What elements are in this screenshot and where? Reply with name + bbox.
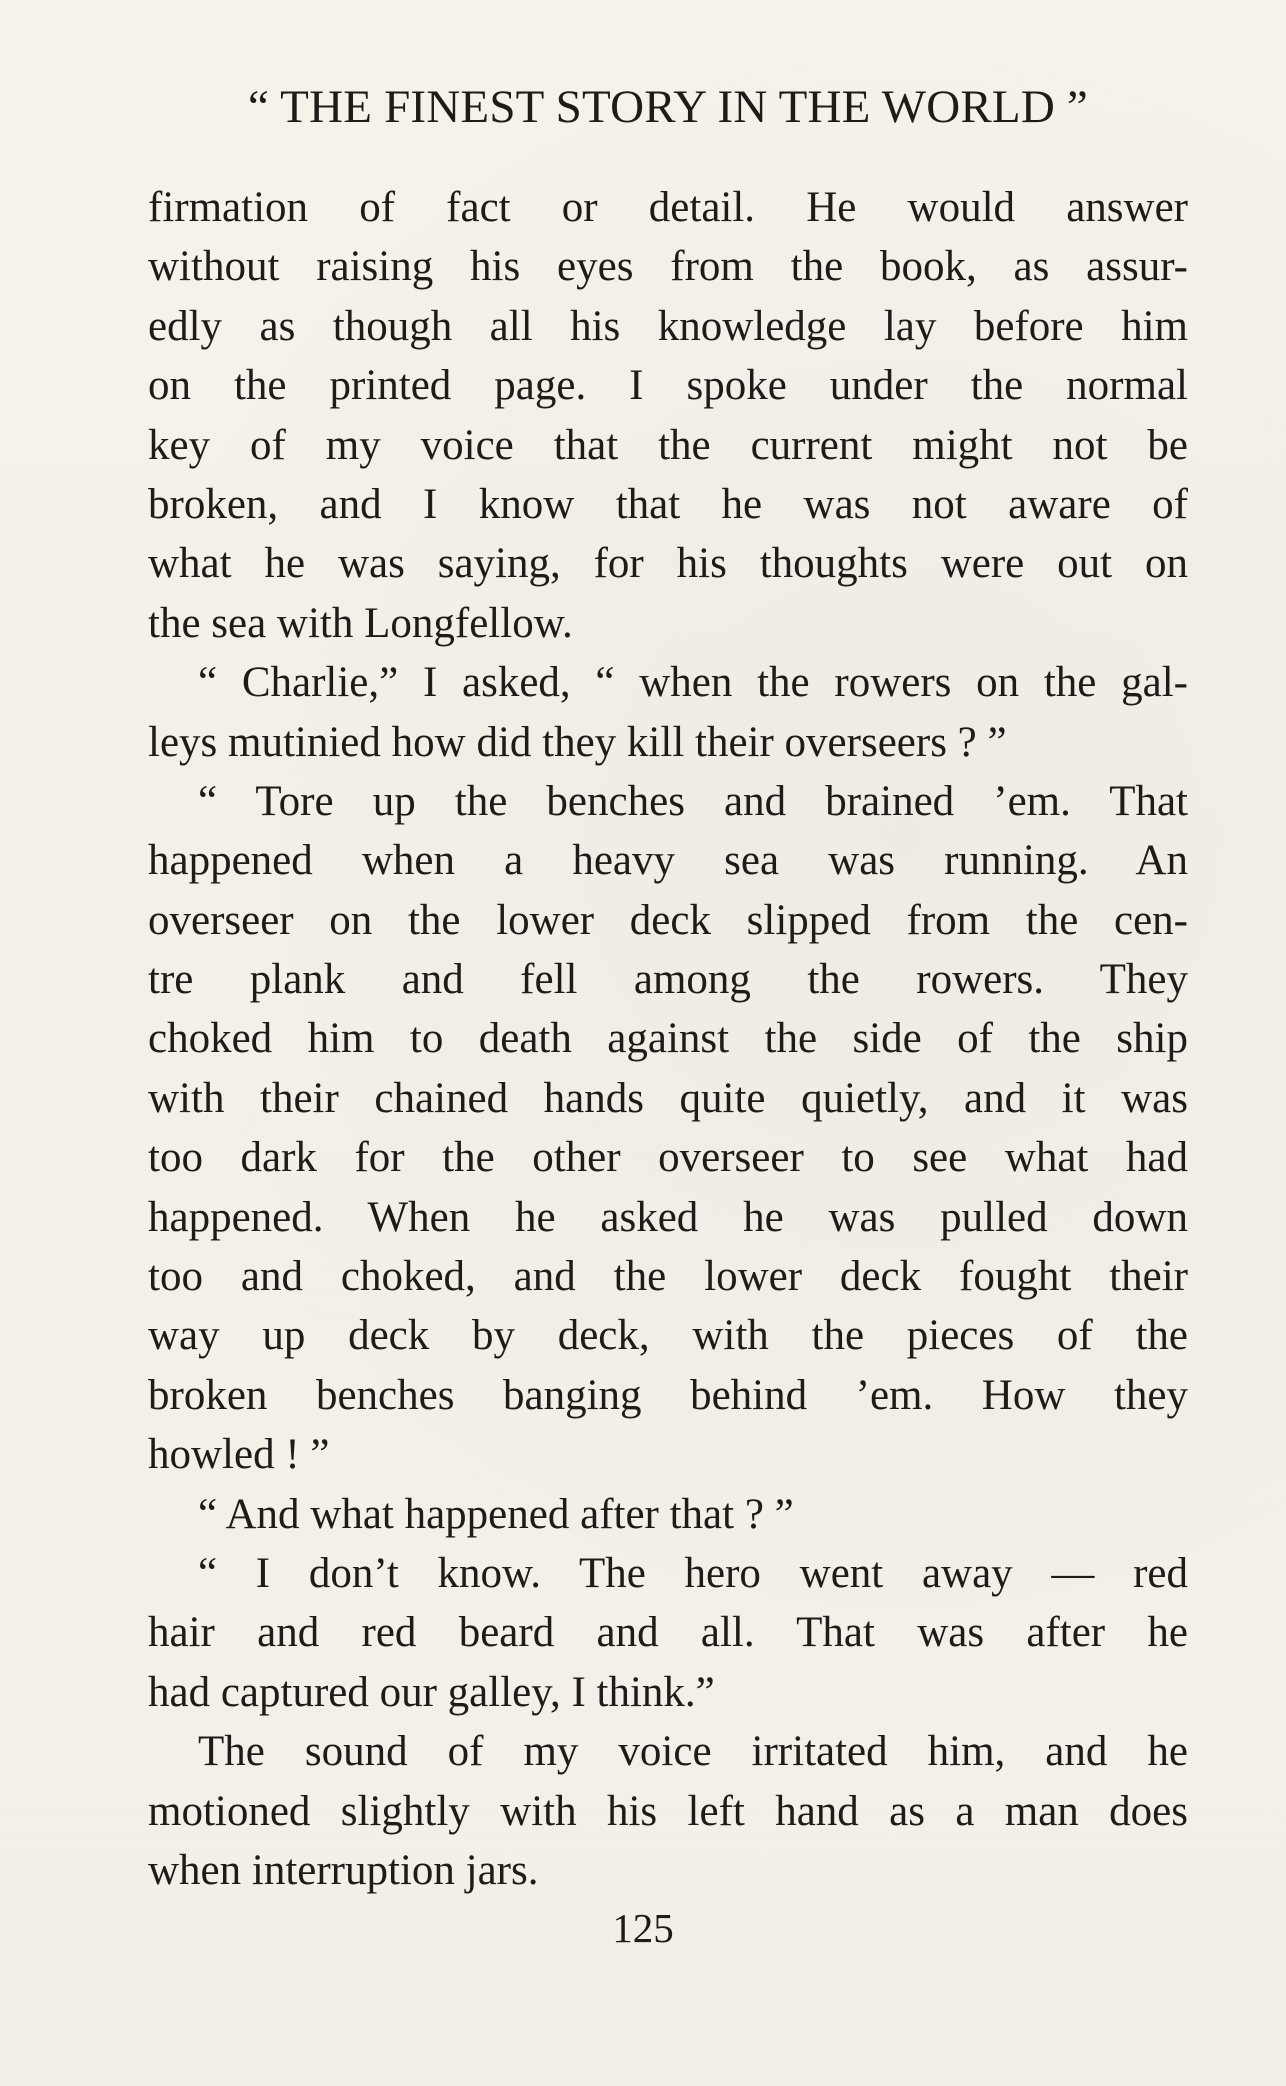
text-line: howled ! ” xyxy=(148,1431,330,1479)
text-line: had captured our galley, I think.” xyxy=(148,1668,715,1716)
running-title: “ THE FINEST STORY IN THE WORLD ” xyxy=(248,81,1088,133)
text-line: “ Tore up the benches and brained ’em. That xyxy=(198,777,1188,825)
text-line: “ And what happened after that ? ” xyxy=(198,1490,794,1538)
text-line: choked him to death against the side of the ship xyxy=(148,1015,1188,1063)
page-number: 125 xyxy=(612,1905,674,1951)
text-line: the sea with Longfellow. xyxy=(148,599,573,647)
text-line: key of my voice that the current might not be xyxy=(148,421,1188,469)
text-line: The sound of my voice irritated him, and he xyxy=(198,1728,1188,1776)
text-line: happened when a heavy sea was running. An xyxy=(148,837,1188,885)
text-line: what he was saying, for his thoughts were out on xyxy=(148,540,1188,588)
text-line: happened. When he asked he was pulled down xyxy=(148,1193,1188,1241)
text-line: leys mutinied how did they kill their overseers ? ” xyxy=(148,718,1007,766)
text-line: tre plank and fell among the rowers. They xyxy=(148,956,1188,1004)
text-line: motioned slightly with his left hand as a man does xyxy=(148,1787,1188,1835)
text-line: firmation of fact or detail. He would answer xyxy=(148,184,1188,231)
text-line: broken, and I know that he was not aware of xyxy=(148,480,1188,528)
text-line: on the printed page. I spoke under the normal xyxy=(148,362,1188,410)
text-line: edly as though all his knowledge lay before him xyxy=(148,302,1188,350)
text-line: broken benches banging behind ’em. How they xyxy=(148,1371,1188,1419)
text-line: when interruption jars. xyxy=(148,1846,539,1894)
text-line: “ Charlie,” I asked, “ when the rowers on the gal- xyxy=(198,659,1188,707)
text-line: with their chained hands quite quietly, and it was xyxy=(148,1074,1188,1122)
text-line: hair and red beard and all. That was after he xyxy=(148,1609,1188,1657)
text-line: too dark for the other overseer to see what had xyxy=(148,1134,1188,1182)
text-line: “ I don’t know. The hero went away — red xyxy=(198,1549,1188,1597)
text-line: overseer on the lower deck slipped from the cen- xyxy=(148,896,1188,944)
text-line: too and choked, and the lower deck fought their xyxy=(148,1253,1188,1301)
body-text xyxy=(148,178,1188,1900)
text-line: way up deck by deck, with the pieces of the xyxy=(148,1312,1188,1360)
text-line: without raising his eyes from the book, as assur- xyxy=(148,243,1188,291)
